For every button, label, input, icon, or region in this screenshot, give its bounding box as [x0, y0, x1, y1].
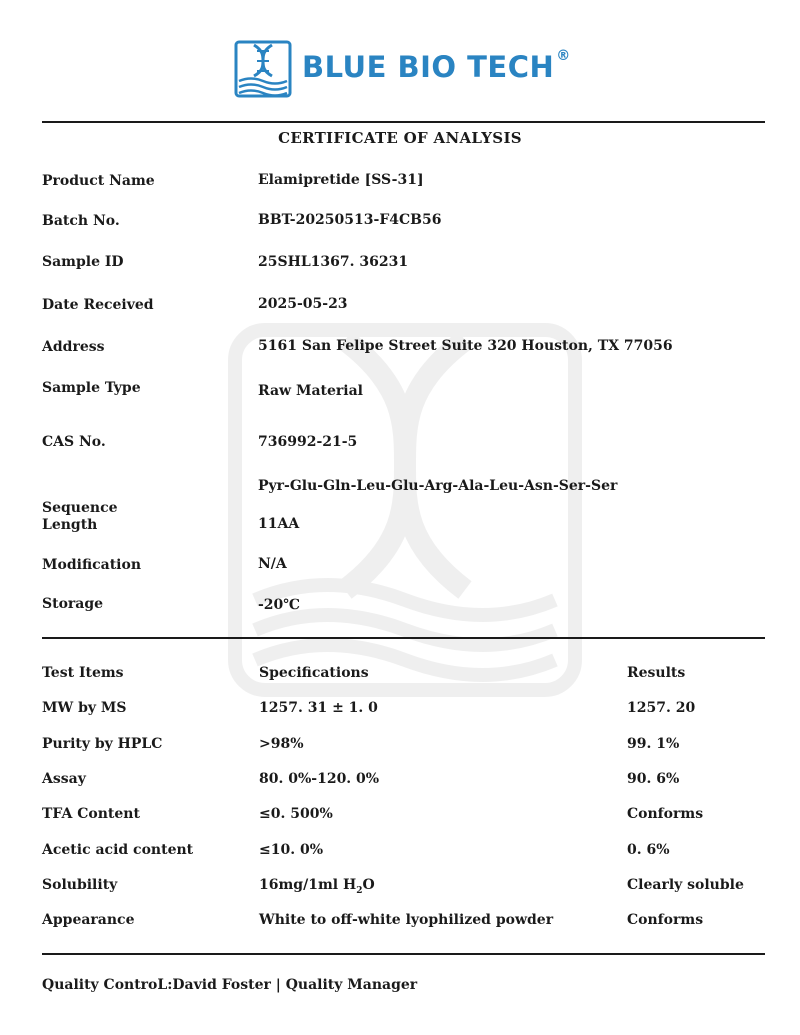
solubility-spec-main: 16mg/1ml H [259, 877, 357, 893]
table-header-test-items: Test Items [42, 665, 124, 681]
modification-value: N/A [258, 556, 287, 572]
address-label: Address [42, 339, 105, 355]
table-row-result: 0. 6% [627, 842, 670, 858]
dna-watermark [225, 320, 585, 700]
table-row-result: Clearly soluble [627, 877, 744, 893]
document-title: CERTIFICATE OF ANALYSIS [278, 129, 522, 147]
sequence-value: Pyr-Glu-Gln-Leu-Glu-Arg-Ala-Leu-Asn-Ser-Ser [258, 478, 618, 494]
middle-rule [42, 637, 765, 639]
table-row-result: 1257. 20 [627, 700, 696, 716]
top-rule [42, 121, 765, 123]
sequence-label: Sequence [42, 500, 118, 516]
solubility-spec-tail: O [362, 877, 375, 893]
table-row-spec: 80. 0%-120. 0% [259, 771, 380, 787]
sample-type-label: Sample Type [42, 380, 141, 396]
dna-logo-icon [234, 40, 292, 98]
date-received-label: Date Received [42, 297, 154, 313]
table-row-item: Appearance [42, 912, 135, 928]
table-header-specifications: Specifications [259, 665, 369, 681]
table-row-spec: >98% [259, 736, 304, 752]
table-row-item: Acetic acid content [42, 842, 194, 858]
table-row-item: MW by MS [42, 700, 127, 716]
registered-mark: ® [556, 48, 571, 64]
length-value: 11AA [258, 516, 300, 532]
batch-no-label: Batch No. [42, 213, 120, 229]
sample-type-value: Raw Material [258, 383, 363, 399]
solubility-spec-subscript: 2 [356, 885, 363, 896]
date-received-value: 2025-05-23 [258, 296, 348, 312]
table-row-spec: ≤0. 500% [259, 806, 333, 822]
quality-control-signoff: Quality ControL:David Foster | Quality Manager [42, 977, 418, 993]
table-header-results: Results [627, 665, 686, 681]
brand-name-text: BLUE BIO TECH [302, 50, 555, 84]
sample-id-value: 25SHL1367. 36231 [258, 254, 409, 270]
product-name-label: Product Name [42, 173, 155, 189]
batch-no-value: BBT-20250513-F4CB56 [258, 212, 442, 228]
modification-label: Modification [42, 557, 142, 573]
brand-name [302, 50, 571, 84]
address-value: 5161 San Felipe Street Suite 320 Houston, TX 77056 [258, 338, 673, 354]
table-row-spec: ≤10. 0% [259, 842, 324, 858]
table-row-spec: White to off-white lyophilized powder [259, 912, 554, 928]
table-row-result: 99. 1% [627, 736, 680, 752]
table-row-item: Assay [42, 771, 86, 787]
table-row-spec: 1257. 31 ± 1. 0 [259, 700, 378, 716]
cas-no-label: CAS No. [42, 434, 106, 450]
table-row-item: Solubility [42, 877, 118, 893]
sample-id-label: Sample ID [42, 254, 124, 270]
storage-value: -20℃ [258, 597, 301, 613]
table-row-result: Conforms [627, 912, 704, 928]
table-row-result: Conforms [627, 806, 704, 822]
table-row-item: Purity by HPLC [42, 736, 163, 752]
storage-label: Storage [42, 596, 104, 612]
bottom-rule [42, 953, 765, 955]
table-row-result: 90. 6% [627, 771, 680, 787]
brand-logo [234, 40, 574, 102]
product-name-value: Elamipretide [SS-31] [258, 172, 424, 188]
table-row-spec [259, 877, 375, 896]
cas-no-value: 736992-21-5 [258, 434, 358, 450]
length-label: Length [42, 517, 98, 533]
table-row-item: TFA Content [42, 806, 140, 822]
